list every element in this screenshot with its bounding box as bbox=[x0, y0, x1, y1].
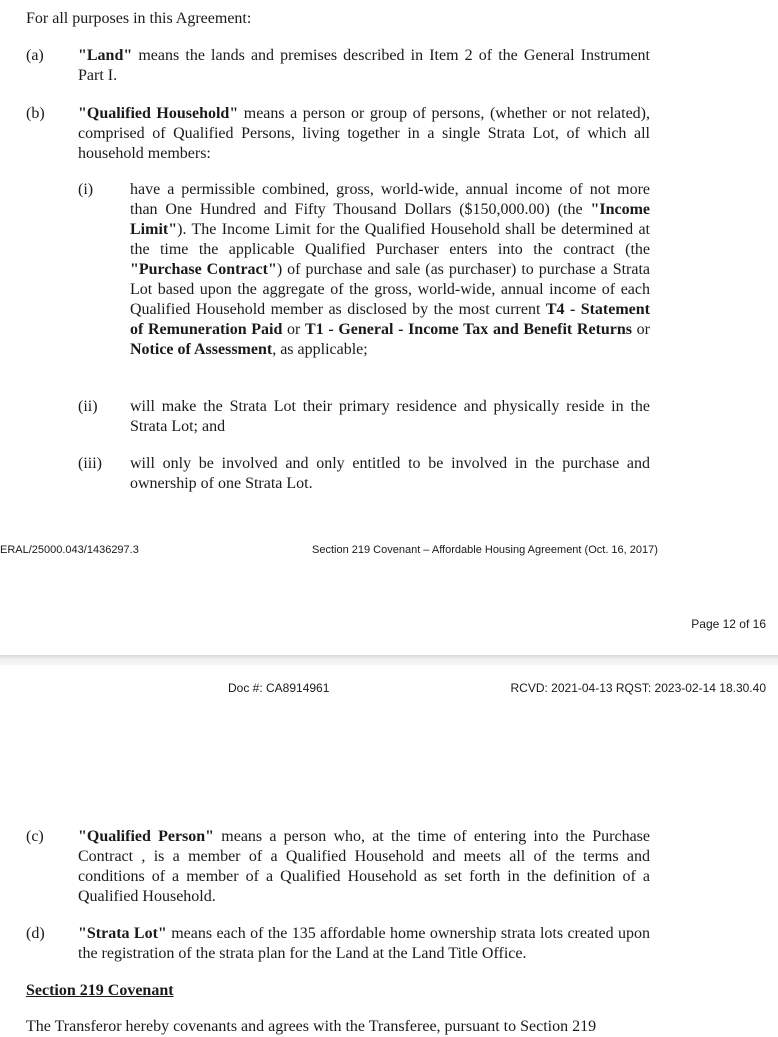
subitem-i-part4: or bbox=[282, 321, 306, 338]
item-c-text bbox=[78, 827, 650, 907]
item-d-text bbox=[78, 924, 650, 964]
footer-document-title: Section 219 Covenant – Affordable Housing Agreement (Oct. 16, 2017) bbox=[312, 544, 658, 556]
item-b-text bbox=[78, 104, 650, 164]
page-number: Page 12 of 16 bbox=[691, 617, 766, 631]
subitem-ii-label: (ii) bbox=[78, 398, 98, 415]
item-b-label: (b) bbox=[26, 105, 45, 122]
document-page-13 bbox=[0, 665, 778, 1035]
subitem-iii-label: (iii) bbox=[78, 455, 102, 472]
doc-number: Doc #: CA8914961 bbox=[228, 681, 330, 695]
item-c-label: (c) bbox=[26, 828, 44, 845]
item-b-definition: means a person or group of persons, (whether or not related), comprised of Qualified Persons, living together in a single Strata Lot, of which all household members: bbox=[78, 105, 651, 162]
purchase-contract-term: "Purchase Contract" bbox=[130, 261, 277, 278]
income-limit-term: "Income Limit" bbox=[130, 201, 650, 238]
subitem-i-part3: ) of purchase and sale (as purchaser) to purchase a Strata Lot based upon the aggregate of the gross, world-wide, annual income of each Qualified Household member as disclosed by the most current bbox=[130, 261, 651, 318]
item-b-term: "Qualified Household" bbox=[78, 105, 239, 122]
subitem-i-part2: ). The Income Limit for the Qualified Household shall be determined at the time the applicable Qualified Purchaser enters into the contract (the bbox=[130, 221, 650, 258]
intro-text: For all purposes in this Agreement: bbox=[26, 10, 252, 27]
section-heading: Section 219 Covenant bbox=[26, 982, 174, 999]
subitem-i-part6: , as applicable; bbox=[272, 341, 368, 358]
item-d-label: (d) bbox=[26, 925, 45, 942]
item-a-term: "Land" bbox=[78, 47, 133, 64]
item-c-definition: means a person who, at the time of entering into the Purchase Contract , is a member of a Qualified Household and meets all of the terms and conditions of a member of a Qualified Household as set forth in the definition of a Qualified Household. bbox=[78, 828, 651, 905]
footer-file-reference: ERAL/25000.043/1436297.3 bbox=[0, 544, 139, 556]
subitem-i-part1: have a permissible combined, gross, world-wide, annual income of not more than One Hundred and Fifty Thousand Dollars ($150,000.00) (the bbox=[130, 181, 650, 218]
item-a-text bbox=[78, 46, 650, 86]
notice-of-assessment-term: Notice of Assessment bbox=[130, 341, 273, 358]
item-a-definition: means the lands and premises described in Item 2 of the General Instrument Part I. bbox=[78, 47, 650, 84]
covenant-paragraph-start: The Transferor hereby covenants and agrees with the Transferee, pursuant to Section 219 bbox=[26, 1018, 597, 1035]
page-separator bbox=[0, 655, 778, 665]
t4-term: T4 - Statement of Remuneration Paid bbox=[130, 301, 651, 338]
subitem-ii-text: will make the Strata Lot their primary residence and physically reside in the Strata Lot; and bbox=[130, 398, 650, 435]
received-timestamp: RCVD: 2021-04-13 RQST: 2023-02-14 18.30.40 bbox=[510, 681, 766, 695]
subitem-iii-text: will only be involved and only entitled to be involved in the purchase and ownership of one Strata Lot. bbox=[130, 455, 650, 492]
subitem-i-label: (i) bbox=[78, 181, 94, 198]
subitem-i-part5: or bbox=[632, 321, 651, 338]
subitem-i-text bbox=[130, 180, 650, 360]
item-d-term: "Strata Lot" bbox=[78, 925, 167, 942]
item-a-label: (a) bbox=[26, 47, 44, 64]
t1-term: T1 - General - Income Tax and Benefit Returns bbox=[305, 321, 633, 338]
item-d-definition: means each of the 135 affordable home ownership strata lots created upon the registration of the strata plan for the Land at the Land Title Office. bbox=[78, 925, 651, 962]
item-c-term: "Qualified Person" bbox=[78, 828, 215, 845]
